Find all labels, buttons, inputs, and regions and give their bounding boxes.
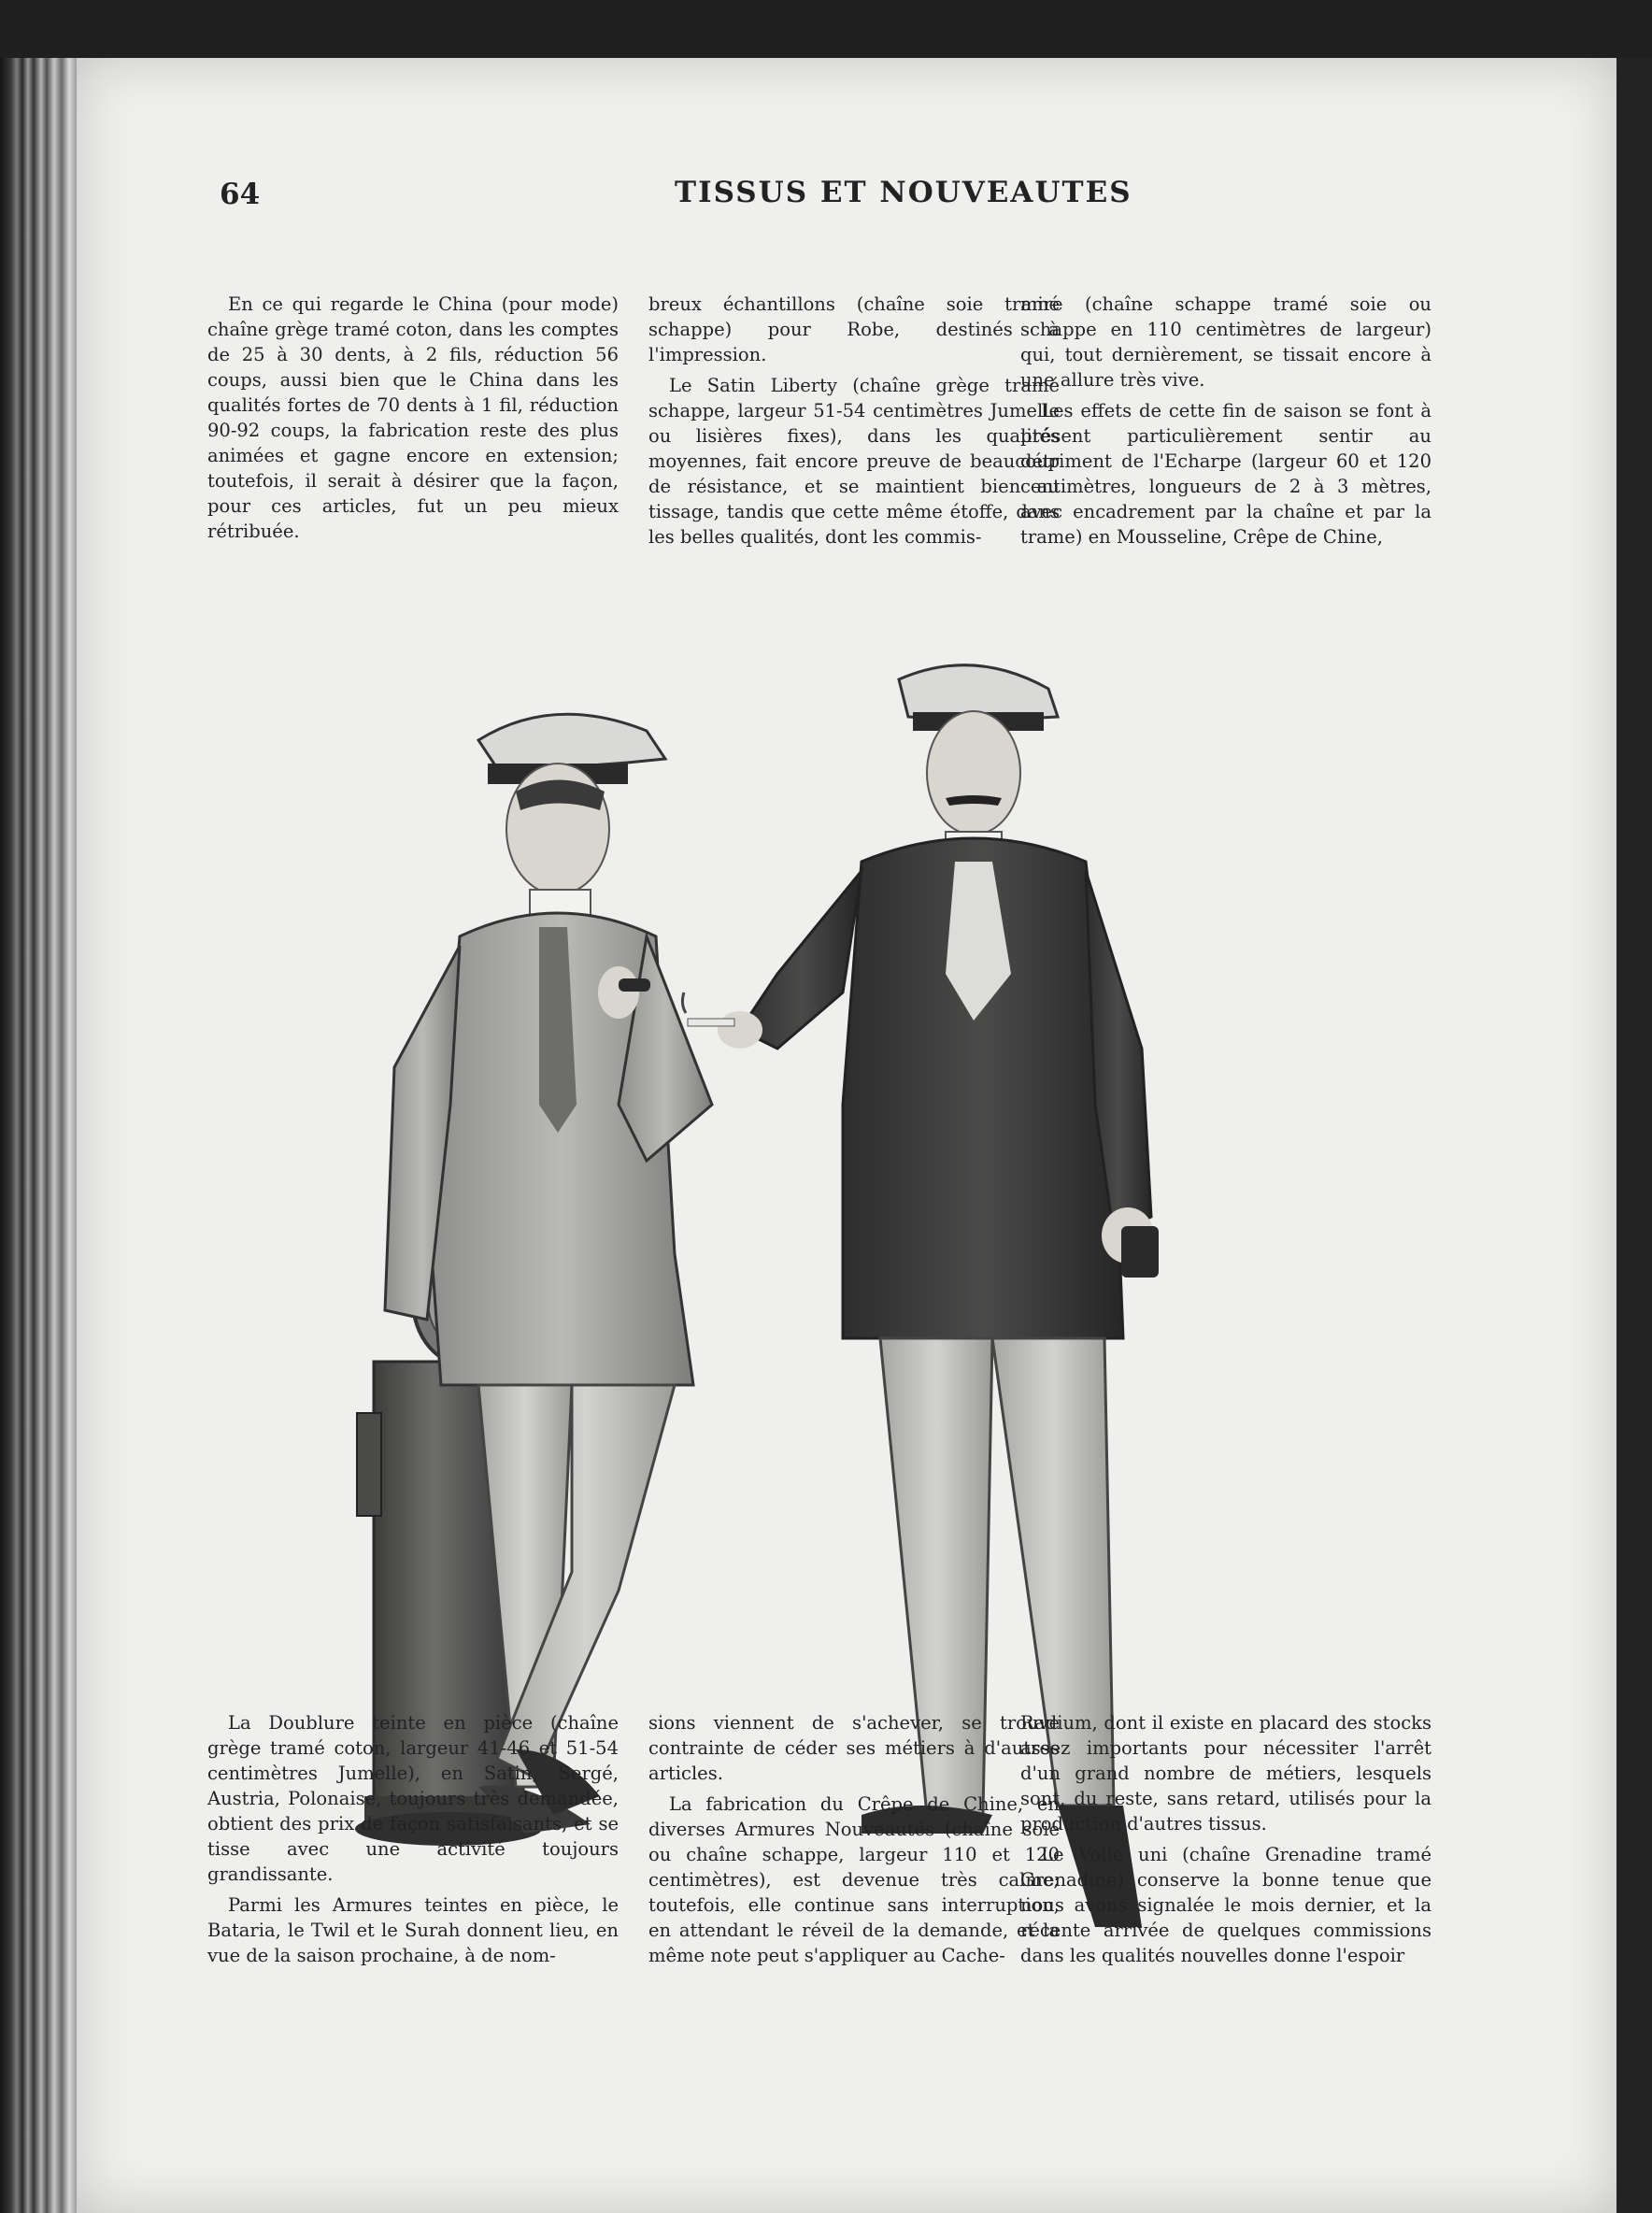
paragraph: La fabrication du Crêpe de Chine, en diverses Armures Nouveautés (chaîne soie ou chaîne schappe, largeur 110 et 120 centimètres), est devenue très calme; toutefois, elle continue sans interruption, en attendant le réveil de la demande, et la même note peut s'appliquer au Cache-	[648, 1793, 1060, 1966]
page-number: 64	[220, 178, 261, 211]
paragraph: En ce qui regarde le China (pour mode) chaîne grège tramé coton, dans les comptes de 25 à 30 dents, à 2 fils, réduction 56 coups, aussi bien que le China dans les qualités fortes de 70 dents à 1 fil, réduction 90-92 coups, la fabrication reste des plus animées et gagne encore en extension; toutefois, il serait à désirer que la façon, pour ces articles, fut un peu mieux rétribuée.	[207, 293, 619, 542]
paragraph: Parmi les Armures teintes en pièce, le Bataria, le Twil et le Surah donnent lieu, en vue de la saison prochaine, à de nom-	[207, 1894, 619, 1966]
paragraph: mire (chaîne schappe tramé soie ou schappe en 110 centimètres de largeur) qui, tout dernièrement, se tissait encore à une allure très vive.	[1020, 293, 1431, 391]
bottom-column-2	[648, 1710, 1060, 1968]
running-head: TISSUS ET NOUVEAUTES	[675, 176, 1132, 209]
top-column-2	[648, 292, 1060, 550]
paragraph: sions viennent de s'achever, se trouve contrainte de céder ses métiers à d'autres articles.	[648, 1712, 1060, 1784]
top-column-1	[207, 292, 619, 544]
bottom-column-1	[207, 1710, 619, 1968]
magazine-page	[77, 58, 1616, 2213]
scan-right-edge	[1616, 58, 1652, 2213]
paragraph: Les effets de cette fin de saison se font à présent particulièrement sentir au détriment de l'Echarpe (largeur 60 et 120 centimètres, longueurs de 2 à 3 mètres, avec encadrement par la chaîne et par la trame) en Mousseline, Crêpe de Chine,	[1020, 400, 1431, 548]
top-column-3	[1020, 292, 1431, 550]
paragraph: Le Voile uni (chaîne Grenadine tramé Grenadine) conserve la bonne tenue que nous avons signalée le mois dernier, et la récente arrivée de quelques commissions dans les qualités nouvelles donne l'espoir	[1020, 1844, 1431, 1966]
paragraph: La Doublure teinte en pièce (chaîne grège tramé coton, largeur 41-46 et 51-54 centimètres Jumelle), en Satin, Sergé, Austria, Polonaise, toujours très demandée, obtient des prix de façon satisfaisants, et se tisse avec une activité toujours grandissante.	[207, 1712, 619, 1885]
paragraph: Radium, dont il existe en placard des stocks assez importants pour nécessiter l'arrêt d'un grand nombre de métiers, lesquels sont, du reste, sans retard, utilisés pour la production d'autres tissus.	[1020, 1712, 1431, 1835]
paragraph: breux échantillons (chaîne soie tramé schappe) pour Robe, destinés à l'impression.	[648, 293, 1060, 365]
scan-top-strip	[0, 0, 1652, 58]
bottom-column-3	[1020, 1710, 1431, 1968]
paragraph: Le Satin Liberty (chaîne grège tramé schappe, largeur 51-54 centimètres Jumelle ou lisières fixes), dans les qualités moyennes, fait encore preuve de beaucoup de résistance, et se maintient bien au tissage, tandis que cette même étoffe, dans les belles qualités, dont les commis-	[648, 375, 1060, 548]
book-page-edges	[0, 58, 77, 2213]
